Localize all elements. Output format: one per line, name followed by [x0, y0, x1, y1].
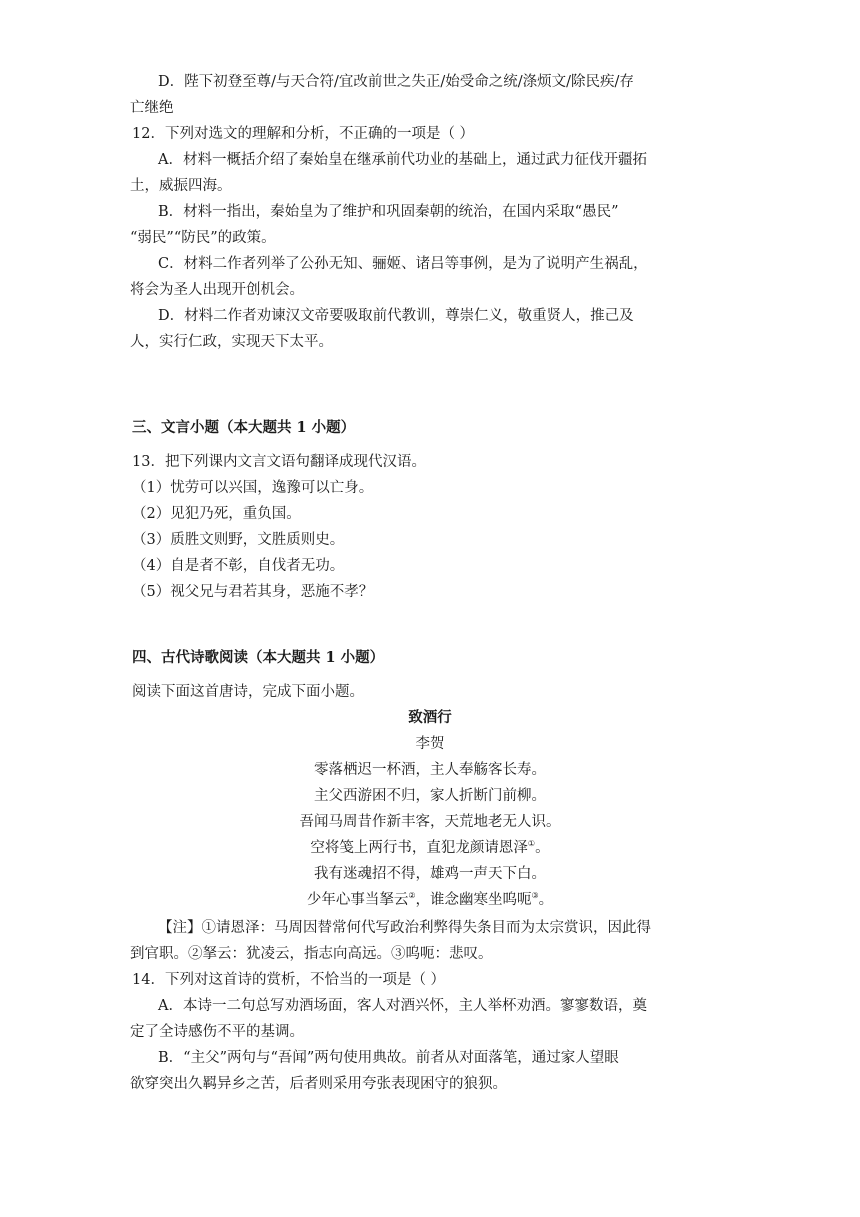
- poem-line-2: 主父西游困不归，家人折断门前柳。: [314, 788, 546, 804]
- q14-option-b-line1: B．“主父”两句与“吾闻”两句使用典故。前者从对面落笔，通过家人望眼: [158, 1050, 619, 1066]
- poem-author: 李贺: [415, 736, 445, 752]
- poem-note-line1: 【注】①请恩泽：马周因替常何代写政治利弊得失条目而为太宗赏识，因此得: [158, 920, 651, 936]
- q13-item-2: （2）见犯乃死，重负国。: [132, 506, 301, 522]
- q12-option-d-line2: 人，实行仁政，实现天下太平。: [130, 334, 333, 350]
- q12-option-b-line1: B．材料一指出，秦始皇为了维护和巩固秦朝的统治，在国内采取“愚民”: [158, 204, 619, 220]
- q13-item-4: （4）自是者不彰，自伐者无功。: [132, 558, 345, 574]
- q14-option-a-line1: A．本诗一二句总写劝酒场面，客人对酒兴怀，主人举杯劝酒。寥寥数语，奠: [158, 998, 647, 1014]
- q14-option-a-line2: 定了全诗感伤不平的基调。: [130, 1024, 304, 1040]
- section4-intro: 阅读下面这首唐诗，完成下面小题。: [132, 684, 364, 700]
- q11-option-d-line1: D．陛下初登至尊/与天合符/宜改前世之失正/始受命之统/涤烦文/除民疾/存: [158, 74, 634, 90]
- q12-option-a-line1: A．材料一概括介绍了秦始皇在继承前代功业的基础上，通过武力征伐开疆拓: [158, 152, 647, 168]
- poem-line-6-text-a: 少年心事当拏云: [306, 892, 409, 908]
- poem-title: 致酒行: [408, 709, 452, 726]
- q12-stem: 12．下列对选文的理解和分析，不正确的一项是（ ）: [132, 126, 475, 142]
- poem-line-4-text: 空将笺上两行书，直犯龙颜请恩泽: [310, 840, 528, 856]
- poem-line-1: 零落栖迟一杯酒，主人奉觞客长寿。: [314, 762, 546, 778]
- note-mark-1: ①: [527, 839, 536, 849]
- note-mark-3: ③: [531, 891, 539, 901]
- q11-option-d-line2: 亡继绝: [130, 100, 174, 116]
- q12-option-c-line2: 将会为圣人出现开创机会。: [130, 282, 304, 298]
- poem-line-6-text-b: ，谁念幽寒坐呜呃: [415, 892, 532, 908]
- section4-heading: 四、古代诗歌阅读（本大题共 1 小题）: [132, 649, 385, 666]
- q13-item-1: （1）忧劳可以兴国，逸豫可以亡身。: [132, 480, 374, 496]
- q14-stem: 14．下列对这首诗的赏析，不恰当的一项是（ ）: [132, 972, 446, 988]
- poem-line-6: 少年心事当拏云②，谁念幽寒坐呜呃③。: [306, 891, 554, 908]
- poem-note-line2: 到官职。②拏云：犹凌云，指志向高远。③呜呃：悲叹。: [130, 946, 493, 962]
- poem-line-5: 我有迷魂招不得，雄鸡一声天下白。: [314, 866, 546, 882]
- q14-option-b-line2: 欲穿突出久羁异乡之苦，后者则采用夸张表现困守的狼狈。: [130, 1076, 507, 1092]
- note-mark-2: ②: [408, 891, 416, 901]
- poem-line-4: 空将笺上两行书，直犯龙颜请恩泽①。: [310, 839, 550, 856]
- q12-option-d-line1: D．材料二作者劝谏汉文帝要吸取前代教训，尊崇仁义，敬重贤人，推己及: [158, 308, 634, 324]
- q12-option-b-line2: “弱民”“防民”的政策。: [130, 230, 276, 246]
- q12-option-a-line2: 土，威振四海。: [130, 178, 232, 194]
- q13-item-3: （3）质胜文则野，文胜质则史。: [132, 532, 345, 548]
- q12-option-c-line1: C．材料二作者列举了公孙无知、骊姬、诸吕等事例，是为了说明产生祸乱，: [158, 256, 648, 272]
- q13-item-5: （5）视父兄与君若其身，恶施不孝？: [132, 584, 374, 600]
- poem-line-3: 吾闻马周昔作新丰客，天荒地老无人识。: [299, 814, 561, 830]
- section3-heading: 三、文言小题（本大题共 1 小题）: [132, 419, 356, 436]
- q13-stem: 13．把下列课内文言文语句翻译成现代汉语。: [132, 454, 426, 470]
